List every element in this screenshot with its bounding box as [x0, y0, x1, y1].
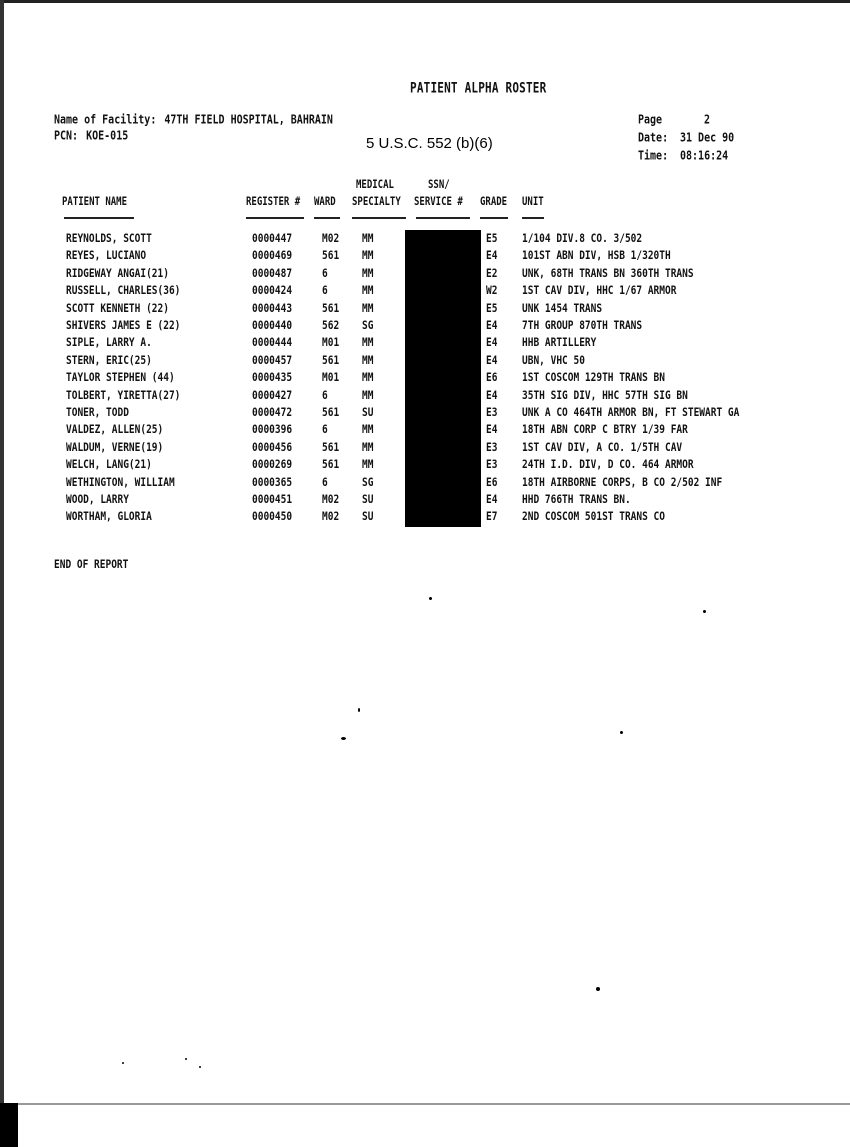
header-underline [416, 217, 470, 219]
cell-grade: E6 [486, 475, 498, 490]
cell-grade: E3 [486, 406, 498, 420]
header-underline [246, 217, 304, 219]
column-header-unit: UNIT [522, 196, 544, 209]
cell-name: SCOTT KENNETH (22) [66, 301, 169, 316]
cell-specialty: MM [362, 284, 374, 298]
cell-register: 0000457 [252, 353, 293, 368]
cell-ward: 6 [322, 388, 328, 403]
facility-line [54, 114, 333, 127]
scan-speck [341, 737, 346, 740]
cell-register: 0000269 [252, 458, 293, 472]
cell-specialty: MM [362, 232, 374, 246]
cell-register: 0000424 [252, 284, 293, 298]
facility-value: 47TH FIELD HOSPITAL, BAHRAIN [164, 114, 333, 128]
cell-specialty: MM [362, 371, 374, 385]
cell-grade: E5 [486, 301, 498, 316]
cell-specialty: MM [362, 423, 374, 438]
scan-speck [199, 1066, 201, 1068]
cell-register: 0000450 [252, 510, 293, 525]
cell-name: WELCH, LANG(21) [66, 458, 152, 472]
report-time [638, 150, 728, 163]
cell-register: 0000435 [252, 371, 293, 385]
header-underline [352, 217, 406, 219]
cell-specialty: SU [362, 406, 374, 420]
cell-register: 0000440 [252, 319, 293, 333]
pcn-line [54, 130, 128, 143]
ssn-redaction-block [405, 230, 481, 527]
cell-unit: 18TH ABN CORP C BTRY 1/39 FAR [522, 423, 688, 438]
cell-grade: E4 [486, 353, 498, 368]
column-header-ssn: SERVICE # [414, 196, 463, 209]
header-underline [314, 217, 340, 219]
cell-specialty: MM [362, 301, 374, 316]
cell-grade: E4 [486, 336, 498, 351]
column-header-specialty-top: MEDICAL [356, 179, 394, 192]
cell-grade: E4 [486, 423, 498, 438]
cell-register: 0000427 [252, 388, 293, 403]
cell-name: TAYLOR STEPHEN (44) [66, 371, 175, 385]
cell-grade: E4 [486, 319, 498, 333]
pcn-label: PCN: [54, 130, 79, 144]
cell-ward: M01 [322, 371, 340, 385]
header-underline [522, 217, 544, 219]
report-title: PATIENT ALPHA ROSTER [410, 80, 547, 97]
cell-grade: E2 [486, 266, 498, 281]
cell-grade: E6 [486, 371, 498, 385]
cell-specialty: MM [362, 353, 374, 368]
cell-ward: M02 [322, 232, 340, 246]
cell-specialty: MM [362, 388, 374, 403]
cell-grade: E7 [486, 510, 498, 525]
page-value: 2 [704, 114, 711, 128]
cell-name: STERN, ERIC(25) [66, 353, 152, 368]
cell-ward: 561 [322, 440, 340, 455]
cell-ward: 6 [322, 266, 328, 281]
cell-register: 0000456 [252, 440, 293, 455]
cell-grade: E3 [486, 440, 498, 455]
cell-specialty: MM [362, 266, 374, 281]
facility-label: Name of Facility: [54, 114, 157, 128]
column-header-specialty: SPECIALTY [352, 196, 401, 209]
cell-specialty: SU [362, 493, 374, 507]
header-underline [64, 217, 134, 219]
cell-register: 0000472 [252, 406, 293, 420]
cell-grade: E4 [486, 493, 498, 507]
time-value: 08:16:24 [680, 150, 729, 164]
header-underline [480, 217, 508, 219]
cell-specialty: MM [362, 458, 374, 472]
cell-ward: M01 [322, 336, 340, 351]
column-header-register: REGISTER # [246, 196, 301, 209]
scan-speck [358, 708, 360, 712]
cell-ward: 561 [322, 353, 340, 368]
cell-grade: E4 [486, 249, 498, 264]
cell-ward: M02 [322, 493, 340, 507]
cell-name: RIDGEWAY ANGAI(21) [66, 266, 169, 281]
scan-edge [0, 1103, 18, 1147]
cell-unit: 7TH GROUP 870TH TRANS [522, 319, 643, 333]
cell-name: TOLBERT, YIRETTA(27) [66, 388, 181, 403]
cell-unit: 1ST CAV DIV, HHC 1/67 ARMOR [522, 284, 677, 298]
scan-speck [429, 597, 432, 600]
cell-register: 0000443 [252, 301, 293, 316]
scan-speck [620, 731, 623, 734]
cell-specialty: MM [362, 336, 374, 351]
cell-unit: HHB ARTILLERY [522, 336, 597, 351]
scan-speck [185, 1058, 187, 1060]
cell-unit: HHD 766TH TRANS BN. [522, 493, 631, 507]
cell-name: VALDEZ, ALLEN(25) [66, 423, 164, 438]
report-date [638, 132, 734, 145]
cell-unit: UNK A CO 464TH ARMOR BN, FT STEWART GA [522, 406, 740, 420]
cell-register: 0000396 [252, 423, 293, 438]
cell-unit: 2ND COSCOM 501ST TRANS CO [522, 510, 665, 525]
cell-name: TONER, TODD [66, 406, 129, 420]
pcn-value: KOE-015 [86, 130, 129, 144]
cell-register: 0000451 [252, 493, 293, 507]
cell-ward: 6 [322, 423, 328, 438]
cell-specialty: MM [362, 440, 374, 455]
cell-ward: 561 [322, 249, 340, 264]
date-value: 31 Dec 90 [680, 132, 735, 146]
column-header-name: PATIENT NAME [62, 196, 128, 209]
cell-ward: M02 [322, 510, 340, 525]
cell-ward: 6 [322, 475, 328, 490]
cell-name: REYNOLDS, SCOTT [66, 232, 152, 246]
cell-specialty: SG [362, 475, 374, 490]
scan-edge [0, 0, 850, 3]
cell-unit: 1/104 DIV.8 CO. 3/502 [522, 232, 643, 246]
time-label: Time: [638, 150, 669, 164]
cell-ward: 562 [322, 319, 340, 333]
end-of-report: END OF REPORT [54, 558, 129, 572]
cell-grade: E5 [486, 232, 498, 246]
scan-speck [122, 1062, 124, 1064]
cell-name: RUSSELL, CHARLES(36) [66, 284, 181, 298]
cell-name: SHIVERS JAMES E (22) [66, 319, 181, 333]
cell-name: WETHINGTON, WILLIAM [66, 475, 175, 490]
cell-unit: UBN, VHC 50 [522, 353, 585, 368]
cell-name: WORTHAM, GLORIA [66, 510, 152, 525]
cell-ward: 6 [322, 284, 328, 298]
cell-specialty: SU [362, 510, 374, 525]
cell-unit: 101ST ABN DIV, HSB 1/320TH [522, 249, 671, 264]
column-header-ward: WARD [314, 196, 336, 209]
cell-register: 0000487 [252, 266, 293, 281]
cell-register: 0000447 [252, 232, 293, 246]
page-number [638, 114, 710, 127]
cell-name: WOOD, LARRY [66, 493, 129, 507]
cell-grade: W2 [486, 284, 498, 298]
cell-ward: 561 [322, 406, 340, 420]
column-header-ssn-top: SSN/ [428, 179, 450, 192]
cell-unit: 35TH SIG DIV, HHC 57TH SIG BN [522, 388, 688, 403]
cell-unit: 24TH I.D. DIV, D CO. 464 ARMOR [522, 458, 694, 472]
cell-ward: 561 [322, 458, 340, 472]
cell-unit: 1ST CAV DIV, A CO. 1/5TH CAV [522, 440, 683, 455]
column-header-grade: GRADE [480, 196, 508, 209]
cell-name: SIPLE, LARRY A. [66, 336, 152, 351]
scan-edge [0, 0, 4, 1147]
cell-specialty: MM [362, 249, 374, 264]
cell-grade: E4 [486, 388, 498, 403]
cell-grade: E3 [486, 458, 498, 472]
scan-speck [703, 610, 706, 613]
cell-register: 0000365 [252, 475, 293, 490]
scan-speck [596, 987, 600, 991]
cell-unit: UNK 1454 TRANS [522, 301, 603, 316]
scan-edge [0, 1103, 850, 1105]
cell-specialty: SG [362, 319, 374, 333]
cell-register: 0000469 [252, 249, 293, 264]
cell-unit: 18TH AIRBORNE CORPS, B CO 2/502 INF [522, 475, 723, 490]
cell-unit: UNK, 68TH TRANS BN 360TH TRANS [522, 266, 694, 281]
date-label: Date: [638, 132, 669, 146]
cell-register: 0000444 [252, 336, 293, 351]
cell-name: REYES, LUCIANO [66, 249, 147, 264]
foia-exemption-stamp: 5 U.S.C. 552 (b)(6) [366, 135, 493, 152]
page-label: Page [638, 114, 663, 128]
cell-unit: 1ST COSCOM 129TH TRANS BN [522, 371, 665, 385]
cell-ward: 561 [322, 301, 340, 316]
cell-name: WALDUM, VERNE(19) [66, 440, 164, 455]
